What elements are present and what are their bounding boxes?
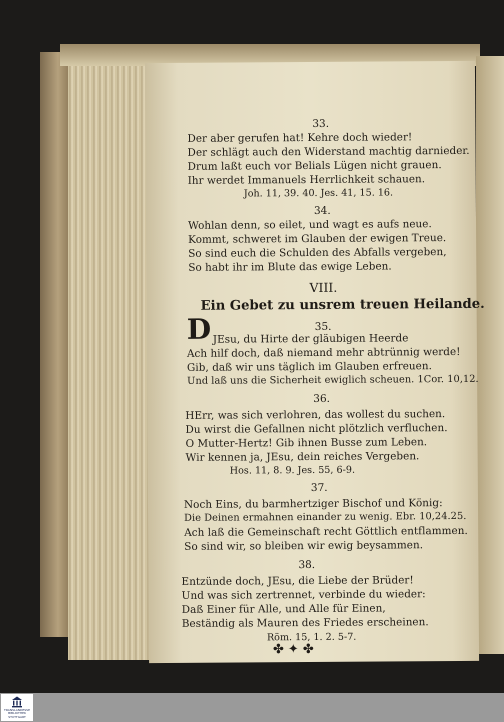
verse-line: Und was sich zertrennet, verbinde du wieder: — [181, 588, 426, 602]
verse-line: So sind euch die Schulden des Abfalls vergeben, — [188, 246, 447, 260]
verse-number: 33. — [312, 117, 330, 130]
viewer-footer-bar — [0, 693, 504, 722]
section-number: VIII. — [309, 279, 338, 296]
verse-line: Beständig als Mauren des Friedes erscheinen. — [181, 616, 429, 630]
verse-number: 34. — [313, 204, 331, 217]
verse-line: Du wirst die Gefallnen nicht plötzlich verfluchen. — [185, 422, 448, 436]
verse-line: Daß Einer für Alle, und Alle für Einen, — [181, 602, 386, 616]
verse-line: O Mutter-Hertz! Gib ihnen Busse zum Leben. — [185, 436, 428, 450]
library-logo-text: TRANSLANDESSE BIBLIOTHEK STUTTGART — [4, 708, 30, 719]
verse-number: 37. — [310, 481, 328, 495]
verse-line: Noch Eins, du barmhertziger Bischof und König: — [183, 497, 443, 511]
verse-line: Ihr werdet Immanuels Herrlichkeit schauen. — [187, 173, 426, 187]
verse-line: HErr, was sich verlohren, das wollest du suchen. — [185, 408, 446, 422]
book-page-edges — [68, 55, 150, 660]
verse-line: JEsu, du Hirte der gläubigen Heerde — [212, 332, 409, 346]
verse-line: Ach hilf doch, daß niemand mehr abtrünnig werde! — [186, 345, 461, 360]
section-title: Ein Gebet zu unsrem treuen Heilande. — [200, 296, 485, 314]
book-cover-left — [40, 52, 70, 637]
verse-line: Kommt, schweret im Glauben der ewigen Treue. — [188, 232, 447, 246]
page-ornament: ✤✦✤ — [272, 641, 318, 658]
verse-number: 35. — [314, 320, 332, 333]
verse-number: 36. — [313, 392, 331, 405]
book-page — [145, 61, 485, 663]
verse-line: Der aber gerufen hat! Kehre doch wieder! — [187, 131, 413, 145]
verse-number: 38. — [298, 558, 316, 572]
library-building-icon — [11, 696, 23, 708]
verse-line: Der schlägt auch den Widerstand machtig darnieder. — [187, 144, 470, 159]
verse-line: Drum laßt euch vor Belials Lügen nicht grauen. — [187, 159, 442, 173]
verse-line: Wir kennen ja, JEsu, dein reiches Vergeben. — [185, 450, 420, 464]
verse-line: Wohlan denn, so eilet, und wagt es aufs neue. — [188, 218, 432, 232]
verse-line: So sind wir, so bleiben wir ewig beysammen. — [184, 539, 424, 553]
verse-line: Gib, daß wir uns täglich im Glauben erfreuen. — [186, 360, 432, 374]
verse-line: Ach laß die Gemeinschaft recht Göttlich entflammen. — [184, 524, 468, 539]
next-page-edge — [476, 56, 504, 654]
library-logo[interactable] — [1, 694, 33, 721]
scripture-reference: Röm. 15, 1. 2. 5-7. — [266, 631, 357, 644]
verse-line: So habt ihr im Blute das ewige Leben. — [188, 260, 392, 274]
verse-line: Und laß uns die Sicherheit ewiglich scheuen. 1Cor. 10,12. — [187, 373, 479, 387]
drop-cap-initial: D — [186, 312, 212, 346]
scripture-reference: Joh. 11, 39. 40. Jes. 41, 15. 16. — [243, 187, 394, 200]
verse-line: Die Deinen ermahnen einander zu wenig. Ebr. 10,24.25. — [184, 510, 467, 524]
scripture-reference: Hos. 11, 8. 9. Jes. 55, 6-9. — [229, 464, 356, 477]
verse-line: Entzünde doch, JEsu, die Liebe der Brüder! — [181, 574, 414, 588]
